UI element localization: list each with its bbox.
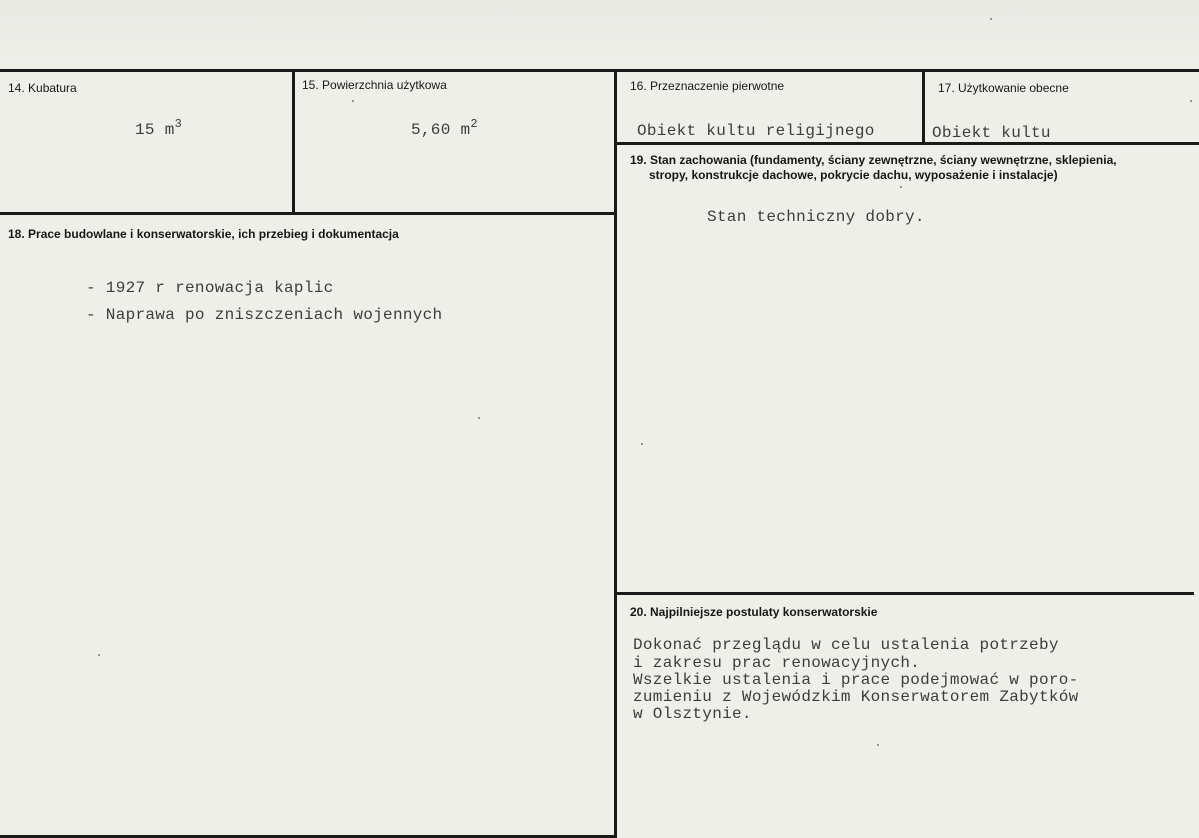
paper-speck [990,18,992,20]
paper-speck [641,443,643,445]
top-rule [0,69,1199,72]
paper-speck [478,417,480,419]
rule-under-19 [614,592,1194,595]
field-15-number: 5,60 m [411,121,471,139]
field-18-label: 18. Prace budowlane i konserwatorskie, ich przebieg i dokumentacja [8,227,399,241]
field-16-value: Obiekt kultu religijnego [637,122,875,140]
field-15-value [411,117,478,139]
field-14-number: 15 m [135,121,175,139]
divider-16-17 [922,69,925,143]
field-16-label: 16. Przeznaczenie pierwotne [630,79,785,93]
field-17-label: 17. Użytkowanie obecne [938,81,1069,95]
rule-under-14-15 [0,212,617,215]
field-18-line-2: - Naprawa po zniszczeniach wojennych [86,306,443,324]
paper-speck [1190,100,1192,102]
field-15-exponent: 2 [470,117,478,131]
field-19-value: Stan techniczny dobry. [707,208,925,226]
paper-speck [98,654,100,656]
field-18-line-1: - 1927 r renowacja kaplic [86,279,334,297]
field-20-label: 20. Najpilniejsze postulaty konserwatorskie [630,605,878,619]
field-15-label: 15. Powierzchnia użytkowa [302,78,447,92]
paper-speck [900,186,902,188]
field-19-label-line1: 19. Stan zachowania (fundamenty, ściany zewnętrzne, ściany wewnętrzne, sklepienia, [630,153,1117,167]
field-14-value [135,117,183,139]
field-20-line-3: Wszelkie ustalenia i prace podejmować w poro- [633,671,1079,689]
field-20-line-2: i zakresu prac renowacyjnych. [633,654,921,672]
divider-left-right [614,69,617,838]
field-20-line-4: zumieniu z Wojewódzkim Konserwatorem Zabytków [633,688,1079,706]
top-margin [0,0,1199,66]
paper-speck [352,100,354,102]
field-14-label: 14. Kubatura [8,81,77,95]
divider-14-15 [292,69,295,214]
field-14-exponent: 3 [174,117,183,131]
rule-under-16-17 [614,142,1199,145]
field-19-label-line2: stropy, konstrukcje dachowe, pokrycie dachu, wyposażenie i instalacje) [649,168,1058,182]
field-17-value: Obiekt kultu [932,124,1051,142]
paper-speck [877,744,879,746]
field-20-line-5: w Olsztynie. [633,705,752,723]
field-20-line-1: Dokonać przeglądu w celu ustalenia potrzeby [633,636,1059,654]
field-19-label [630,153,1190,183]
